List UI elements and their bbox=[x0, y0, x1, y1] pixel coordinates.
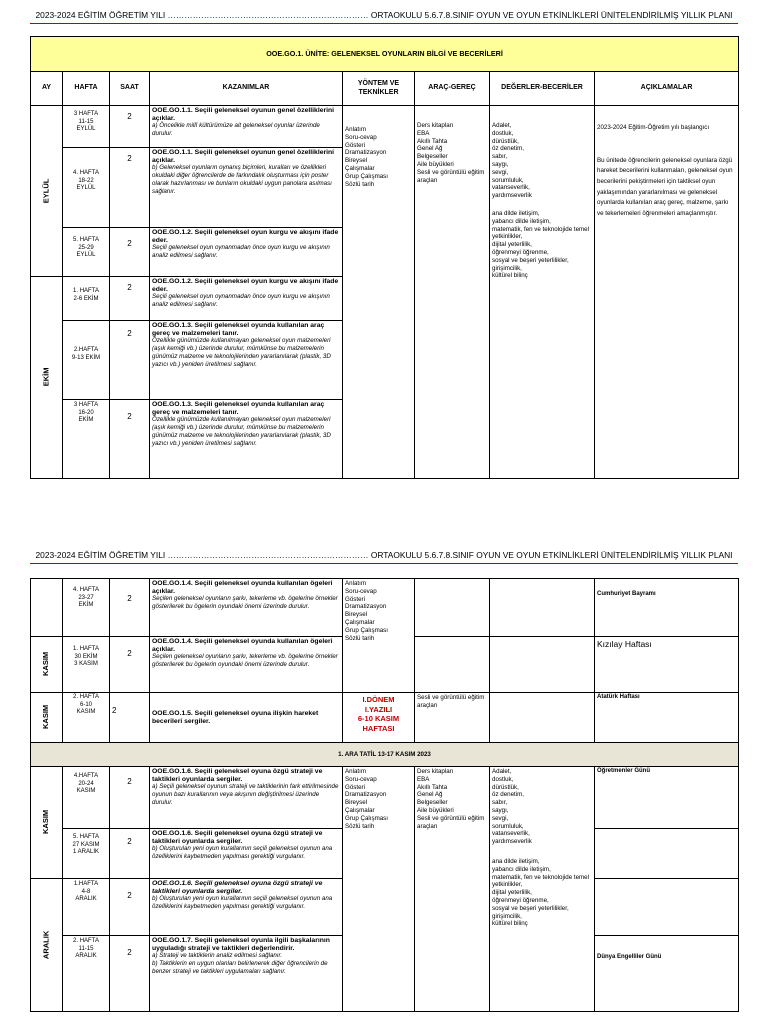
tools-cell bbox=[415, 767, 490, 1012]
notes-start: 2023-2024 Eğitim-Öğretim yılı başlangıcı bbox=[597, 124, 710, 131]
kazanim-cell bbox=[150, 579, 343, 637]
col-saat: SAAT bbox=[110, 72, 150, 106]
col-ay: AY bbox=[31, 72, 63, 106]
kazanim-desc: b) Geleneksel oyunların oynanış biçimleri, kuralları ve özellikleri okuldaki diğer öğrencilerde de farkındalık oluşturması için poster olarak hazırlanması ve bunların okuldaki uygun panolara asılması sağlanır. bbox=[152, 164, 332, 195]
kazanim-desc: Seçilen geleneksel oyunların şarkı, tekerleme vb. ögelerine örnekler gösterilerek bu ögelerin oyundaki önemi üzerinde durulur. bbox=[152, 653, 338, 668]
month-cell-ekim: EKİM bbox=[31, 277, 63, 479]
table-row bbox=[31, 106, 739, 148]
kazanim-cell bbox=[150, 148, 343, 228]
notes-cell bbox=[595, 767, 739, 829]
month-cell-kasim: KASIM bbox=[31, 767, 63, 879]
hours-cell: 2 bbox=[110, 637, 150, 693]
kazanim-title: OOE.GO.1.6. Seçili geleneksel oyuna özgü strateji ve taktikleri oyunlarda sergiler. bbox=[152, 830, 323, 845]
hours-cell: 2 bbox=[110, 879, 150, 936]
month-cell-empty bbox=[31, 579, 63, 637]
plan-table-kasim-aralik bbox=[30, 578, 739, 1012]
week-cell: 1.HAFTA 4-8 ARALIK bbox=[63, 879, 110, 936]
hours-cell: 2 bbox=[110, 400, 150, 479]
col-degerler: DEĞERLER-BECERİLER bbox=[490, 72, 595, 106]
kazanim-cell bbox=[150, 277, 343, 321]
page-header: 2023-2024 EĞİTİM ÖĞRETİM YILI ……………………………………………………………… ORTAOKULU 5.6.7.8.SINIF OYUN VE OYUN ETKİNLİKLERİ ÜNİTELENDİRİLMİŞ YILLIK PLANI bbox=[30, 10, 738, 24]
tools-list: Ders kitapları EBA Akıllı Tahta Genel Ağ Belgeseller Aile büyükleri Sesli ve görüntülü eğitim araçları bbox=[417, 122, 485, 184]
kazanim-cell bbox=[150, 829, 343, 879]
methods-cell bbox=[343, 767, 415, 1012]
methods-cell bbox=[343, 106, 415, 479]
notes-cell-empty bbox=[595, 879, 739, 936]
kazanim-title: OOE.GO.1.3. Seçili geleneksel oyunda kullanılan araç gereç ve malzemeleri tanır. bbox=[152, 401, 325, 416]
week-cell: 5. HAFTA 25-29 EYLÜL bbox=[63, 228, 110, 277]
column-header-row bbox=[31, 72, 739, 106]
exam-label: I.DÖNEM I.YAZILI 6-10 KASIM HAFTASI bbox=[343, 693, 415, 743]
col-aciklamalar: AÇIKLAMALAR bbox=[595, 72, 739, 106]
kazanim-title: OOE.GO.1.2. Seçili geleneksel oyun kurgu ve akışını ifade eder. bbox=[152, 278, 339, 293]
kazanim-title: OOE.GO.1.7. Seçili geleneksel oyunla ilgili başkalarının uyguladığı strateji ve taktikleri değerlendirir. bbox=[152, 937, 330, 952]
values-cell-empty bbox=[490, 693, 595, 743]
week-cell: 4. HAFTA 23-27 EKİM bbox=[63, 579, 110, 637]
skills-list: ana dilde iletişim, yabancı dilde iletişim, matematik, fen ve teknolojide temel yetkinlikler, dijital yeterlilik, öğrenmeyi öğrenme, sosyal ve beşeri yeterlilikler, girişimcilik, kültürel bilinç bbox=[492, 209, 589, 280]
kazanim-desc: Özellikle günümüzde kullanılmayan geleneksel oyun malzemeleri (aşık kemiği vb.) üzerinde durulur, mümkünse bu malzemelerin günümüz malzeme ve teknolojilerinden yararlanılarak (plastik, 3D yazıcı vb.) yeniden üretilmesi sağlanır. bbox=[152, 337, 331, 368]
week-cell: 2. HAFTA 6-10 KASIM bbox=[63, 693, 110, 743]
table-row bbox=[31, 767, 739, 829]
week-cell: 1. HAFTA 30 EKİM 3 KASIM bbox=[63, 637, 110, 693]
col-kazanimlar: KAZANIMLAR bbox=[150, 72, 343, 106]
break-label: 1. ARA TATİL 13-17 KASIM 2023 bbox=[31, 743, 739, 767]
unit-title: OOE.GO.1. ÜNİTE: GELENEKSEL OYUNLARIN BİLGİ VE BECERİLERİ bbox=[31, 37, 739, 72]
kazanim-cell bbox=[150, 936, 343, 1012]
note-kizilay: Kızılay Haftası bbox=[597, 639, 652, 649]
month-cell-aralik: ARALIK bbox=[31, 879, 63, 1012]
week-cell: 4.HAFTA 20-24 KASIM bbox=[63, 767, 110, 829]
col-arac-gerec: ARAÇ-GEREÇ bbox=[415, 72, 490, 106]
kazanim-desc: a) Strateji ve taktiklerin analiz edilmesi sağlanır. b) Taktiklerin en uygun olanları belirlenerek diğer öğrencilerin de benzer strateji ve taktikleri uygulamaları sağlanır. bbox=[152, 952, 328, 975]
week-cell: 3 HAFTA 11-15 EYLÜL bbox=[63, 106, 110, 148]
notes-cell-empty bbox=[595, 829, 739, 879]
month-cell-eylul: EYLÜL bbox=[31, 106, 63, 277]
month-cell-kasim: KASIM bbox=[31, 693, 63, 743]
tools-cell bbox=[415, 693, 490, 743]
kazanim-cell bbox=[150, 879, 343, 936]
plan-table-eylul-ekim bbox=[30, 36, 739, 479]
tools-cell bbox=[415, 106, 490, 479]
week-cell: 4. HAFTA 18-22 EYLÜL bbox=[63, 148, 110, 228]
kazanim-title: OOE.GO.1.3. Seçili geleneksel oyunda kullanılan araç gereç ve malzemeleri tanır. bbox=[152, 322, 325, 337]
hours-cell: 2 bbox=[110, 829, 150, 879]
tools-cell-empty bbox=[415, 579, 490, 637]
table-row bbox=[31, 579, 739, 637]
tools-list: Ders kitapları EBA Akıllı Tahta Genel Ağ Belgeseller Aile büyükleri Sesli ve görüntülü eğitim araçları bbox=[417, 768, 485, 830]
kazanim-desc: Seçilen geleneksel oyunların şarkı, tekerleme vb. ögelerine örnekler gösterilerek bu ögelerin oyundaki önemi üzerinde durulur. bbox=[152, 595, 338, 610]
kazanim-title: OOE.GO.1.1. Seçili geleneksel oyunun genel özelliklerini açıklar. bbox=[152, 107, 335, 122]
values-cell bbox=[490, 106, 595, 479]
kazanim-desc: Seçili geleneksel oyun oynanmadan önce oyun kurgu ve akışının analiz edilmesi sağlanır. bbox=[152, 293, 330, 308]
page-header-2: 2023-2024 EĞİTİM ÖĞRETİM YILI ……………………………………………………………… ORTAOKULU 5.6.7.8.SINIF OYUN VE OYUN ETKİNLİKLERİ ÜNİTELENDİRİLMİŞ YILLIK PLANI bbox=[30, 550, 738, 564]
methods-list: Anlatım Soru-cevap Gösteri Dramatizasyon Bireysel Çalışmalar Grup Çalışması Sözlü tarih bbox=[345, 768, 388, 830]
tools-list: Sesli ve görüntülü eğitim araçları bbox=[417, 694, 485, 709]
kazanim-cell bbox=[150, 400, 343, 479]
col-hafta: HAFTA bbox=[63, 72, 110, 106]
kazanim-title: OOE.GO.1.1. Seçili geleneksel oyunun genel özelliklerini açıklar. bbox=[152, 149, 335, 164]
skills-list: ana dilde iletişim, yabancı dilde iletişim, matematik, fen ve teknolojide temel yetkinlikler, dijital yeterlilik, öğrenmeyi öğrenme, sosyal ve beşeri yeterlilikler, girişimcilik, kültürel bilinç bbox=[492, 857, 589, 928]
notes-cell bbox=[595, 637, 739, 693]
hours-cell: 2 bbox=[110, 321, 150, 400]
kazanim-cell bbox=[150, 767, 343, 829]
note-engelliler: Dünya Engelliler Günü bbox=[597, 954, 662, 960]
kazanim-title: OOE.GO.1.2. Seçili geleneksel oyun kurgu ve akışını ifade eder. bbox=[152, 229, 339, 244]
kazanim-desc: Seçili geleneksel oyun oynanmadan önce oyun kurgu ve akışının analiz edilmesi sağlanır. bbox=[152, 244, 330, 259]
kazanim-cell bbox=[150, 106, 343, 148]
values-list: Adalet, dostluk, dürüstlük, öz denetim, sabır, saygı, sevgi, sorumluluk, vatanseverlik, yardımseverlik bbox=[492, 122, 532, 200]
methods-cell bbox=[343, 579, 415, 693]
week-cell: 1. HAFTA 2-6 EKİM bbox=[63, 277, 110, 321]
notes-unit-aim: Bu ünitede öğrencilerin geleneksel oyunlara özgü hareket becerilerini kullanmaları, geleneksel oyun becerilerini pekiştirmeleri için taktiksel oyun yaklaşımından yararlanılması ve geleneksel oyunlarda kullanılan araç gereç, malzeme, şarkı ve tekerlemeleri öğrenmeleri amaçlanmıştır. bbox=[597, 156, 733, 217]
methods-list: Anlatım Soru-cevap Gösteri Dramatizasyon Bireysel Çalışmalar Grup Çalışması Sözlü tarih bbox=[345, 580, 388, 642]
kazanim-desc: b) Oluşturulan yeni oyun kurallarının seçili geleneksel oyunun ana özelliklerini kaybetmeden yapılması gerektiği vurgulanır. bbox=[152, 845, 333, 860]
week-cell: 3 HAFTA 16-20 EKİM bbox=[63, 400, 110, 479]
values-cell-empty bbox=[490, 637, 595, 693]
col-yontem: YÖNTEM VE TEKNİKLER bbox=[343, 72, 415, 106]
kazanim-cell bbox=[150, 637, 343, 693]
kazanim-cell bbox=[150, 321, 343, 400]
kazanim-title: OOE.GO.1.5. Seçili geleneksel oyuna ilişkin hareket becerileri sergiler. bbox=[152, 709, 319, 725]
note-ataturk: Atatürk Haftası bbox=[597, 694, 640, 700]
hours-cell: 2 bbox=[110, 579, 150, 637]
tools-cell-empty bbox=[415, 637, 490, 693]
kazanim-title: OOE.GO.1.4. Seçili geleneksel oyunda kullanılan ögeleri açıklar. bbox=[152, 638, 333, 653]
note-cumhuriyet: Cumhuriyet Bayramı bbox=[597, 591, 656, 597]
values-cell-empty bbox=[490, 579, 595, 637]
notes-cell bbox=[595, 936, 739, 1012]
hours-cell: 2 bbox=[110, 277, 150, 321]
kazanim-title: OOE.GO.1.6. Seçili geleneksel oyuna özgü strateji ve taktikleri oyunlarda sergiler. bbox=[152, 880, 323, 895]
methods-list: Anlatım Soru-cevap Gösteri Dramatizasyon Bireysel Çalışmalar Grup Çalışması Sözlü tarih bbox=[345, 126, 388, 188]
kazanim-desc: a) Öncelikle millî kültürümüze ait geleneksel oyunlar üzerinde durulur. bbox=[152, 122, 320, 137]
hours-cell: 2 bbox=[110, 767, 150, 829]
hours-cell: 2 bbox=[110, 693, 150, 743]
month-cell-kasim: KASIM bbox=[31, 637, 63, 693]
kazanim-desc: b) Oluşturulan yeni oyun kurallarının seçili geleneksel oyunun ana özelliklerini kaybetmeden yapılması gerektiği vurgulanır. bbox=[152, 895, 333, 910]
values-cell bbox=[490, 767, 595, 1012]
kazanim-desc: Özellikle günümüzde kullanılmayan geleneksel oyun malzemeleri (aşık kemiği vb.) üzerinde durulur, mümkünse bu malzemelerin günümüz malzeme ve teknolojilerinden yararlanılarak (plastik, 3D yazıcı vb.) yeniden üretilmesi sağlanır. bbox=[152, 416, 331, 447]
break-row bbox=[31, 743, 739, 767]
hours-cell: 2 bbox=[110, 936, 150, 1012]
week-cell: 5. HAFTA 27 KASIM 1 ARALIK bbox=[63, 829, 110, 879]
hours-cell: 2 bbox=[110, 148, 150, 228]
week-cell: 2.HAFTA 9-13 EKİM bbox=[63, 321, 110, 400]
kazanim-title: OOE.GO.1.6. Seçili geleneksel oyuna özgü strateji ve taktikleri oyunlarda sergiler. bbox=[152, 768, 323, 783]
kazanim-cell bbox=[150, 693, 343, 743]
notes-cell bbox=[595, 106, 739, 479]
kazanim-desc: a) Seçili geleneksel oyunun strateji ve taktiklerinin fark ettirilmesinde oyunun bazı kurallarının veya akışının değiştirilmesi üzerinde durulur. bbox=[152, 783, 339, 806]
notes-cell bbox=[595, 579, 739, 637]
week-cell: 2. HAFTA 11-15 ARALIK bbox=[63, 936, 110, 1012]
hours-cell: 2 bbox=[110, 106, 150, 148]
kazanim-title: OOE.GO.1.4. Seçili geleneksel oyunda kullanılan ögeleri açıklar. bbox=[152, 580, 333, 595]
notes-cell bbox=[595, 693, 739, 743]
hours-cell: 2 bbox=[110, 228, 150, 277]
kazanim-cell bbox=[150, 228, 343, 277]
values-list: Adalet, dostluk, dürüstlük, öz denetim, sabır, saygı, sevgi, sorumluluk, vatanseverlik, yardımseverlik bbox=[492, 768, 532, 846]
table-row-exam bbox=[31, 693, 739, 743]
note-ogretmenler: Öğretmenler Günü bbox=[597, 768, 651, 774]
